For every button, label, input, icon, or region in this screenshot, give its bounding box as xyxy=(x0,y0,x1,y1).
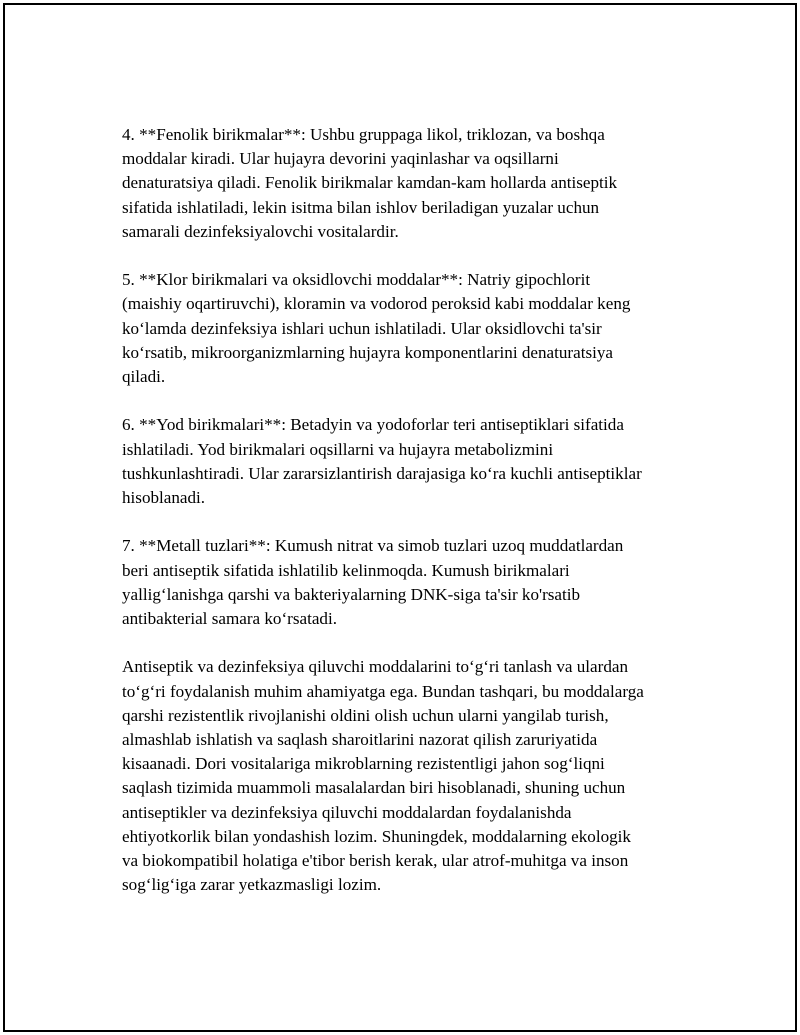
text-line: kisaanadi. Dori vositalariga mikroblarning rezistentligi jahon sog‘liqni xyxy=(122,754,605,774)
text-line: beri antiseptik sifatida ishlatilib kelinmoqda. Kumush birikmalari xyxy=(122,560,570,580)
text-line: qarshi rezistentlik rivojlanishi oldini olish uchun ularni yangilab turish, xyxy=(122,705,609,725)
text-line: sog‘lig‘iga zarar yetkazmasligi lozim. xyxy=(122,875,382,895)
paragraph-phenolic-compounds xyxy=(122,123,702,244)
text-line: ko‘rsatib, mikroorganizmlarning hujayra komponentlarini denaturatsiya xyxy=(122,342,613,362)
paragraph-iodine-compounds xyxy=(122,413,702,510)
text-line: 6. **Yod birikmalari**: Betadyin va yodoforlar teri antiseptiklari sifatida xyxy=(122,415,624,435)
text-line: ko‘lamda dezinfeksiya ishlari uchun ishlatiladi. Ular oksidlovchi ta'sir xyxy=(122,318,602,338)
text-line: Antiseptik va dezinfeksiya qiluvchi moddalarini to‘g‘ri tanlash va ulardan xyxy=(122,657,629,677)
text-line: samarali dezinfeksiyalovchi vositalardir. xyxy=(122,221,399,241)
text-line: 5. **Klor birikmalari va oksidlovchi moddalar**: Natriy gipochlorit xyxy=(122,270,591,290)
text-line: 7. **Metall tuzlari**: Kumush nitrat va simob tuzlari uzoq muddatlardan xyxy=(122,536,624,556)
text-line: yallig‘lanishga qarshi va bakteriyalarning DNK-siga ta'sir ko'rsatib xyxy=(122,584,581,604)
text-line: qiladi. xyxy=(122,367,166,387)
text-line: ishlatiladi. Yod birikmalari oqsillarni va hujayra metabolizmini xyxy=(122,439,554,459)
text-line: (maishiy oqartiruvchi), kloramin va vodorod peroksid kabi moddalar keng xyxy=(122,294,631,314)
paragraph-conclusion xyxy=(122,655,702,897)
paragraph-chlorine-compounds xyxy=(122,268,702,389)
text-line: ehtiyotkorlik bilan yondashish lozim. Shuningdek, moddalarning ekologik xyxy=(122,826,631,846)
text-line: saqlash tizimida muammoli masalalardan biri hisoblanadi, shuning uchun xyxy=(122,778,626,798)
paragraph-metal-salts xyxy=(122,534,702,631)
text-line: hisoblanadi. xyxy=(122,488,206,508)
text-line: va biokompatibil holatiga e'tibor berish kerak, ular atrof-muhitga va inson xyxy=(122,851,629,871)
text-line: sifatida ishlatiladi, lekin isitma bilan ishlov beriladigan yuzalar uchun xyxy=(122,197,600,217)
text-line: to‘g‘ri foydalanish muhim ahamiyatga ega. Bundan tashqari, bu moddalarga xyxy=(122,681,644,701)
document-body xyxy=(122,123,702,922)
text-line: denaturatsiya qiladi. Fenolik birikmalar kamdan-kam hollarda antiseptik xyxy=(122,173,618,193)
text-line: antibakterial samara ko‘rsatadi. xyxy=(122,609,337,629)
text-line: moddalar kiradi. Ular hujayra devorini yaqinlashar va oqsillarni xyxy=(122,149,559,169)
page-frame xyxy=(3,3,797,1032)
text-line: tushkunlashtiradi. Ular zararsizlantirish darajasiga ko‘ra kuchli antiseptiklar xyxy=(122,463,642,483)
text-line: antiseptikler va dezinfeksiya qiluvchi moddalardan foydalanishda xyxy=(122,802,572,822)
text-line: 4. **Fenolik birikmalar**: Ushbu gruppaga likol, triklozan, va boshqa xyxy=(122,125,605,144)
text-line: almashlab ishlatish va saqlash sharoitlarini nazorat qilish zaruriyatida xyxy=(122,730,598,750)
